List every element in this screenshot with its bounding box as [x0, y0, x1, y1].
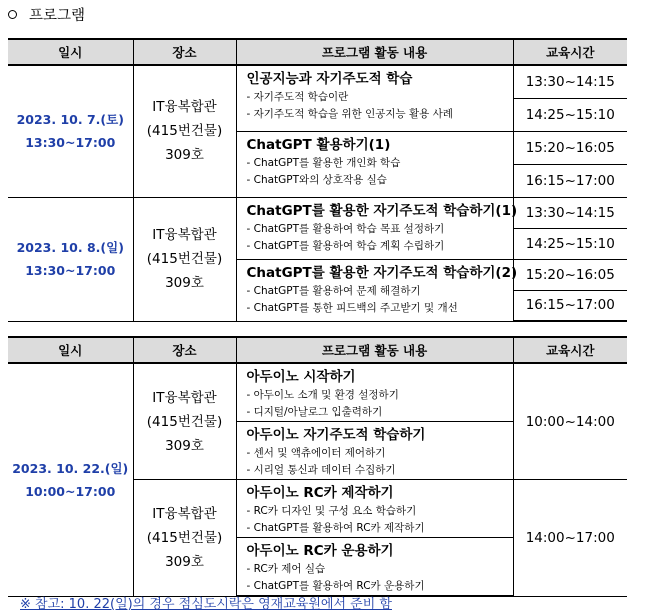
activity-cell [236, 422, 513, 480]
activity-title: ChatGPT를 활용한 자기주도적 학습하기(1) [246, 202, 518, 219]
table-row [8, 197, 627, 228]
activity-title: 아두이노 RC카 제작하기 [246, 485, 394, 501]
date-cell [8, 363, 133, 596]
place-cell [133, 197, 236, 321]
place-building-number: (415번건물) [146, 529, 223, 546]
place-cell [133, 65, 236, 197]
place-cell [133, 480, 236, 597]
table-row [8, 363, 627, 422]
place-building: IT융복합관 [152, 389, 217, 406]
place-building: IT융복합관 [152, 99, 217, 116]
activity-title: 아두이노 RC카 운용하기 [246, 543, 394, 559]
header-date: 일시 [8, 337, 133, 363]
place-room: 309호 [165, 553, 204, 570]
session-date: 2023. 10. 8.(일) [16, 240, 124, 255]
time-cell: 13:30~14:15 [513, 197, 627, 228]
activity-title: 아두이노 시작하기 [246, 369, 356, 385]
time-cell: 15:20~16:05 [513, 259, 627, 290]
session-hours: 13:30~17:00 [25, 135, 116, 151]
activity-item: - 아두이노 소개 및 환경 설정하기 [246, 389, 399, 401]
activity-item: - ChatGPT를 활용하여 RC카 운용하기 [246, 580, 425, 592]
time-cell: 15:20~16:05 [513, 131, 627, 164]
activity-item: - 자기주도적 학습을 위한 인공지능 활용 사례 [246, 108, 453, 120]
activity-item: - RC카 제어 실습 [246, 563, 326, 575]
time-cell: 16:15~17:00 [513, 290, 627, 321]
activity-item: - ChatGPT를 통한 피드백의 주고받기 및 개선 [246, 301, 458, 314]
place-building-number: (415번건물) [146, 413, 223, 430]
header-time: 교육시간 [513, 39, 627, 65]
table-header-row [8, 39, 627, 65]
time-cell: 10:00~14:00 [513, 363, 627, 480]
activity-item: - ChatGPT를 활용한 개인화 학습 [246, 156, 401, 169]
activity-cell [236, 65, 513, 131]
section-title-text: 프로그램 [29, 7, 86, 24]
activity-title: ChatGPT 활용하기(1) [246, 136, 391, 153]
activity-cell [236, 538, 513, 597]
activity-title: ChatGPT를 활용한 자기주도적 학습하기(2) [246, 264, 518, 281]
activity-item: - 자기주도적 학습이란 [246, 91, 349, 103]
activity-item: - 디지털/아날로그 입출력하기 [246, 406, 383, 418]
place-room: 309호 [165, 437, 204, 454]
session-hours: 13:30~17:00 [25, 263, 116, 278]
activity-item: - RC카 디자인 및 구성 요소 학습하기 [246, 505, 417, 517]
place-room: 309호 [165, 275, 204, 291]
time-cell: 14:25~15:10 [513, 228, 627, 259]
schedule-table-1 [8, 38, 627, 322]
date-cell [8, 65, 133, 197]
place-building-number: (415번건물) [146, 123, 223, 140]
table-header-row [8, 337, 627, 363]
header-time: 교육시간 [513, 337, 627, 363]
session-hours: 10:00~17:00 [25, 483, 116, 499]
activity-cell [236, 480, 513, 538]
time-cell: 13:30~14:15 [513, 65, 627, 98]
session-date: 2023. 10. 7.(토) [16, 112, 124, 128]
activity-title: 인공지능과 자기주도적 학습 [246, 71, 413, 87]
header-place: 장소 [133, 337, 236, 363]
activity-cell [236, 259, 518, 321]
activity-item: - ChatGPT와의 상호작용 실습 [246, 173, 387, 186]
activity-cell [236, 131, 513, 197]
date-cell [8, 197, 133, 321]
time-cell: 14:25~15:10 [513, 98, 627, 131]
activity-cell [236, 197, 518, 259]
place-cell [133, 363, 236, 480]
activity-item: - ChatGPT를 활용하여 문제 해결하기 [246, 284, 421, 297]
place-building: IT융복합관 [152, 227, 217, 243]
place-building: IT융복합관 [152, 505, 217, 522]
header-content: 프로그램 활동 내용 [236, 39, 513, 65]
activity-cell [236, 363, 513, 422]
table-row [8, 65, 627, 98]
circle-bullet-icon [8, 10, 17, 19]
activity-title: 아두이노 자기주도적 학습하기 [246, 427, 426, 443]
schedule-table-2 [8, 336, 627, 597]
activity-item: - ChatGPT를 활용하여 학습 목표 설정하기 [246, 222, 445, 235]
place-building-number: (415번건물) [146, 251, 223, 267]
header-content: 프로그램 활동 내용 [236, 337, 513, 363]
time-cell: 14:00~17:00 [513, 480, 627, 597]
section-title [8, 4, 85, 24]
header-date: 일시 [8, 39, 133, 65]
activity-item: - 센서 및 액츄에이터 제어하기 [246, 447, 386, 459]
time-cell: 16:15~17:00 [513, 164, 627, 197]
place-room: 309호 [165, 147, 204, 164]
footnote: ※ 참고: 10. 22(일)의 경우 점심도시락은 영재교육원에서 준비 함 [20, 597, 392, 612]
session-date: 2023. 10. 22.(일) [12, 460, 129, 476]
header-place: 장소 [133, 39, 236, 65]
activity-item: - ChatGPT를 활용하여 학습 계획 수립하기 [246, 239, 445, 252]
activity-item: - 시리얼 통신과 데이터 수집하기 [246, 464, 396, 476]
activity-item: - ChatGPT를 활용하여 RC카 제작하기 [246, 522, 425, 534]
